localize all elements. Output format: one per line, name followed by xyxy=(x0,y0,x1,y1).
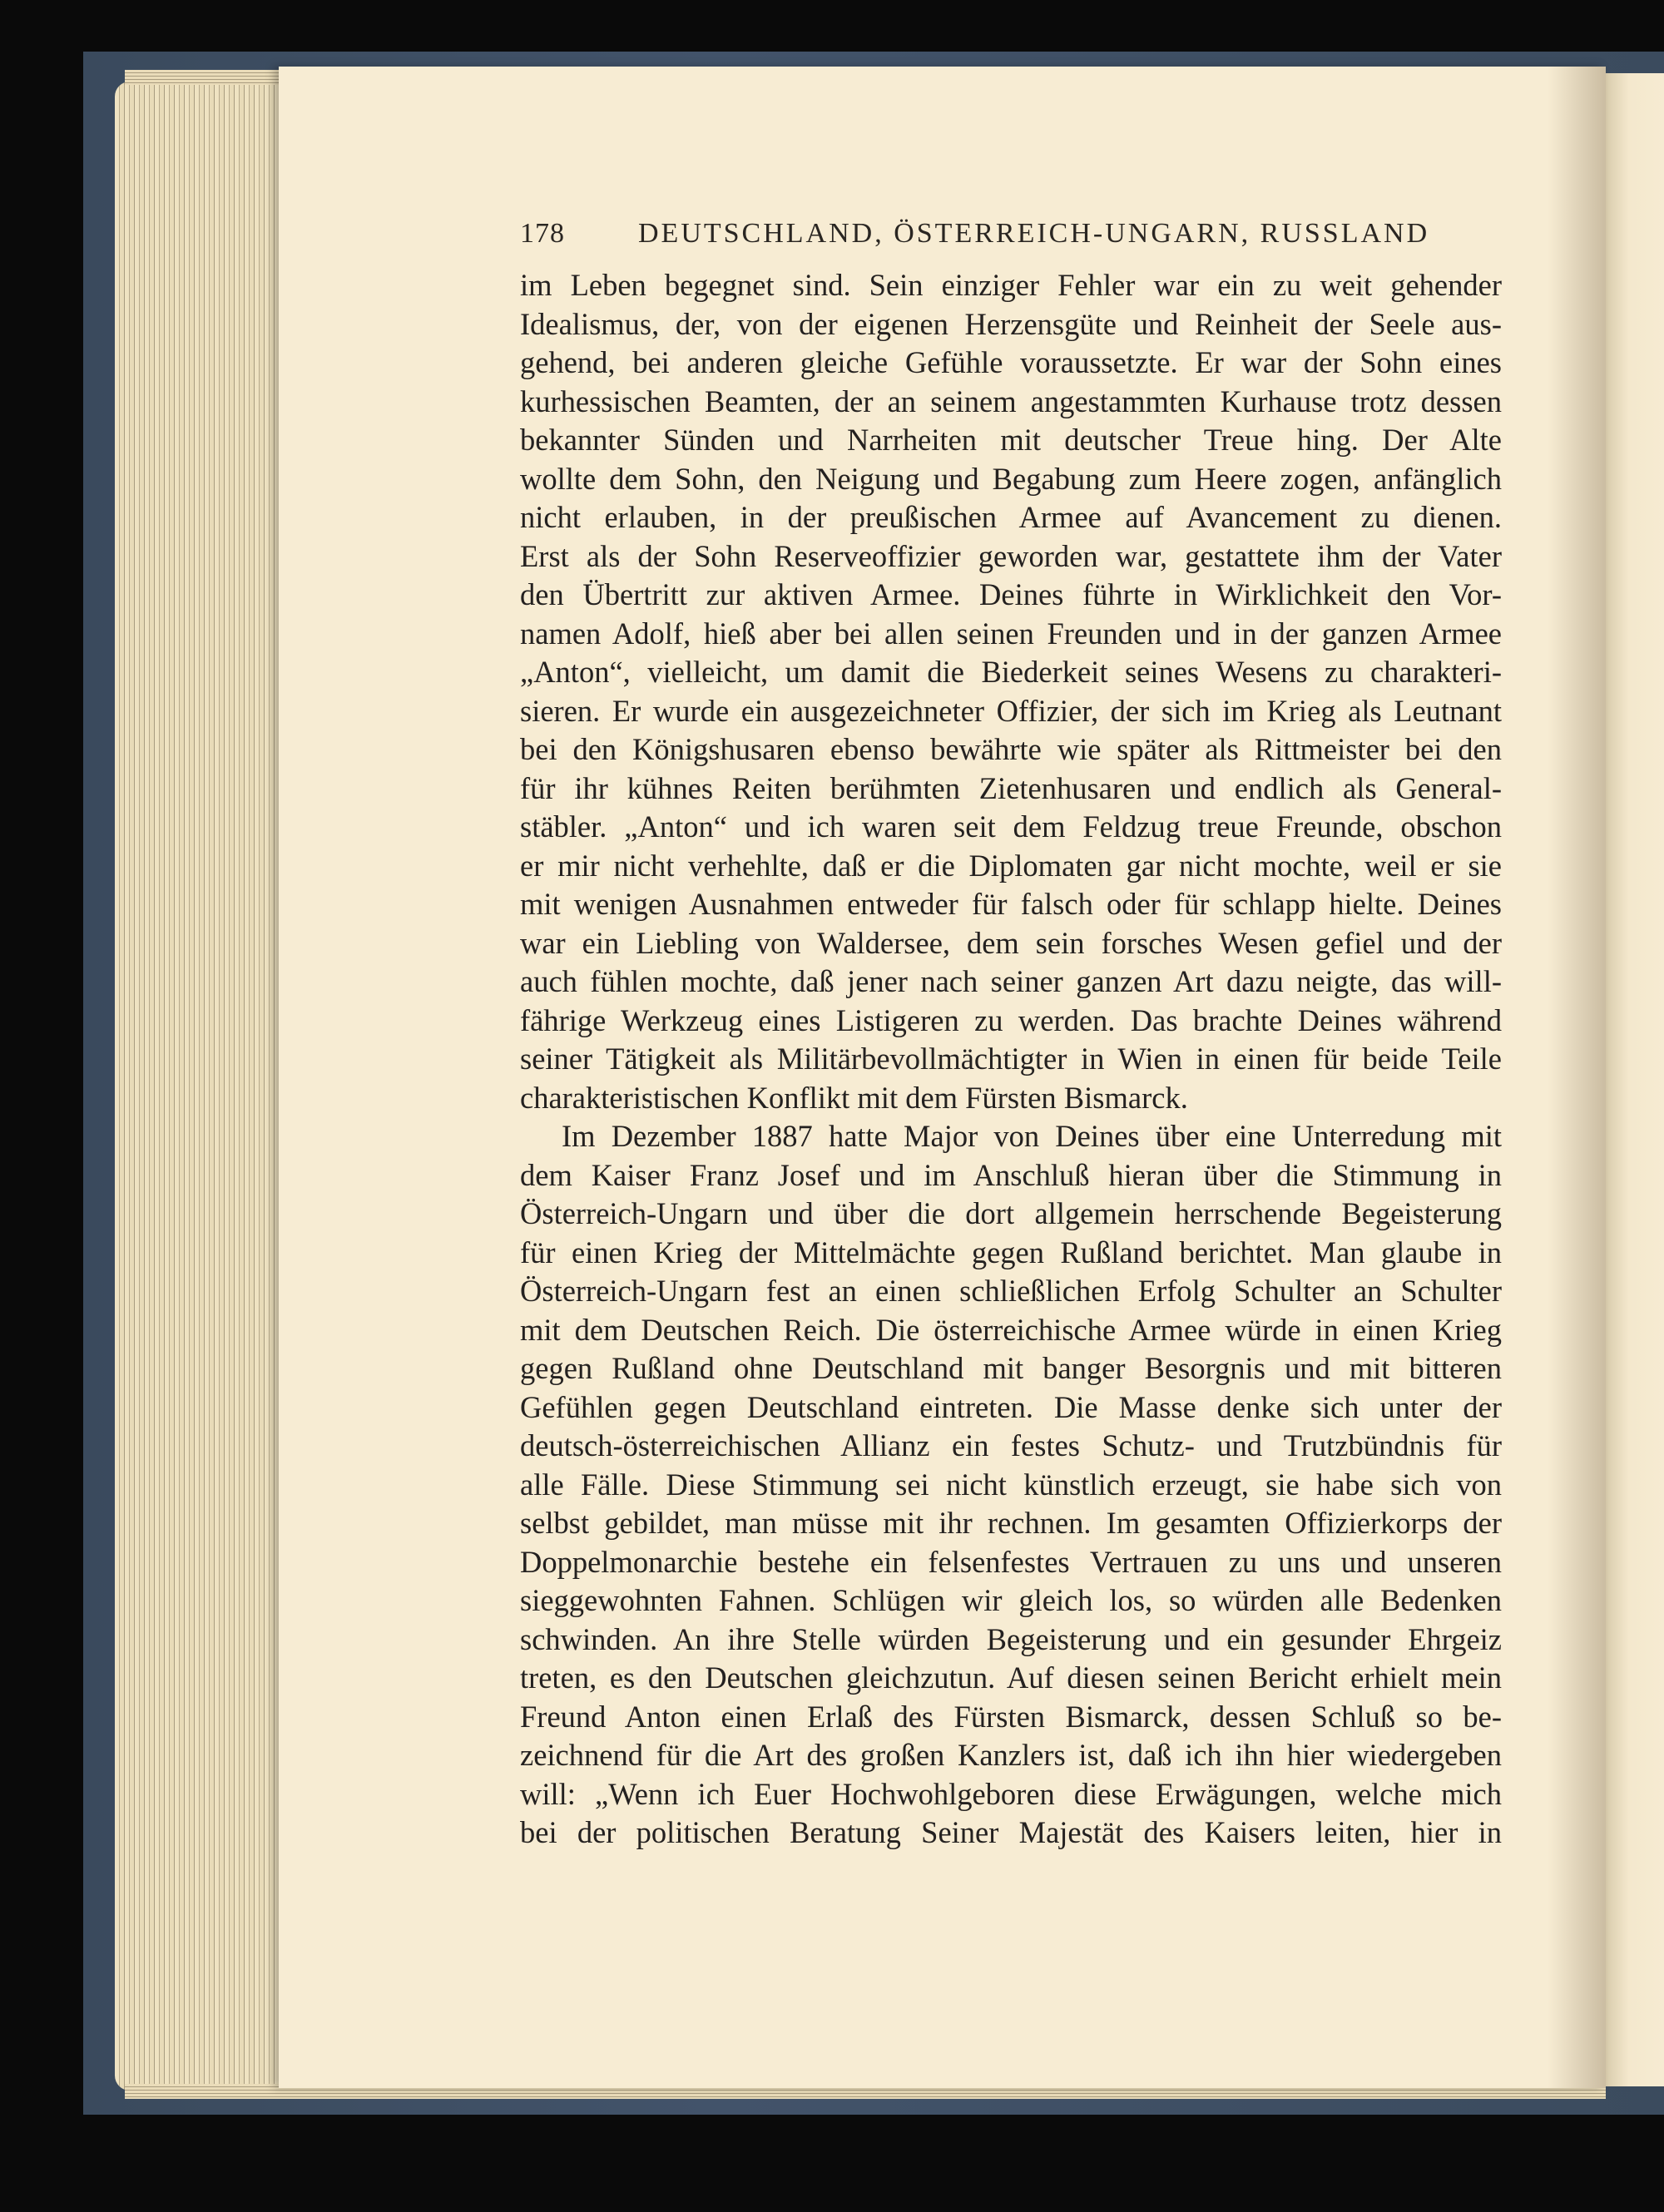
text-line: Idealismus, der, von der eigenen Herzensgüte und Reinheit der Seele aus- xyxy=(520,306,1502,341)
text-line: gegen Rußland ohne Deutschland mit banger Besorgnis und mit bitteren xyxy=(520,1351,1502,1385)
text-line: charakteristischen Konflikt mit dem Fürsten Bismarck. xyxy=(520,1080,1188,1115)
text-line: den Übertritt zur aktiven Armee. Deines führte in Wirklichkeit den Vor- xyxy=(520,577,1502,611)
text-line: dem Kaiser Franz Josef und im Anschluß hieran über die Stimmung in xyxy=(520,1157,1502,1192)
text-line: für ihr kühnes Reiten berühmten Zietenhusaren und endlich als General- xyxy=(520,770,1502,805)
text-line: mit wenigen Ausnahmen entweder für falsch oder für schlapp hielte. Deines xyxy=(520,887,1502,921)
text-line: Erst als der Sohn Reserveoffizier geworden war, gestattete ihm der Vater xyxy=(520,538,1502,573)
text-line: im Leben begegnet sind. Sein einziger Fehler war ein zu weit gehender xyxy=(520,268,1502,302)
text-line: will: „Wenn ich Euer Hochwohlgeboren diese Erwägungen, welche mich xyxy=(520,1776,1502,1811)
running-head: DEUTSCHLAND, ÖSTERREICH-UNGARN, RUSSLAND xyxy=(638,218,1430,249)
text-line: zeichnend für die Art des großen Kanzlers ist, daß ich ihn hier wiedergeben xyxy=(520,1738,1502,1772)
text-line: namen Adolf, hieß aber bei allen seinen Freunden und in der ganzen Armee xyxy=(520,616,1502,651)
body-text xyxy=(520,266,1502,1853)
text-line: bei den Königshusaren ebenso bewährte wie später als Rittmeister bei den xyxy=(520,732,1502,766)
text-line: Doppelmonarchie bestehe ein felsenfestes Vertrauen zu uns und unseren xyxy=(520,1544,1502,1579)
text-line: gehend, bei anderen gleiche Gefühle voraussetzte. Er war der Sohn eines xyxy=(520,345,1502,379)
text-line: bekannter Sünden und Narrheiten mit deutscher Treue hing. Der Alte xyxy=(520,423,1502,457)
text-line: treten, es den Deutschen gleichzutun. Auf diesen seinen Bericht erhielt mein xyxy=(520,1660,1502,1695)
text-line: Im Dezember 1887 hatte Major von Deines über eine Unterredung mit xyxy=(562,1119,1502,1153)
text-line: wollte dem Sohn, den Neigung und Begabung zum Heere zogen, anfänglich xyxy=(520,461,1502,496)
text-line: fährige Werkzeug eines Listigeren zu werden. Das brachte Deines während xyxy=(520,1002,1502,1037)
text-line: alle Fälle. Diese Stimmung sei nicht künstlich erzeugt, sie habe sich von xyxy=(520,1467,1502,1502)
text-line: „Anton“, vielleicht, um damit die Biederkeit seines Wesens zu charakteri- xyxy=(520,655,1502,689)
text-line: sieren. Er wurde ein ausgezeichneter Offizier, der sich im Krieg als Leutnant xyxy=(520,693,1502,728)
text-line: bei der politischen Beratung Seiner Majestät des Kaisers leiten, hier in xyxy=(520,1815,1502,1849)
text-line: Österreich-Ungarn fest an einen schließlichen Erfolg Schulter an Schulter xyxy=(520,1274,1502,1308)
text-line: deutsch-österreichischen Allianz ein festes Schutz- und Trutzbündnis für xyxy=(520,1428,1502,1462)
page-number: 178 xyxy=(520,218,565,249)
text-line: stäbler. „Anton“ und ich waren seit dem Feldzug treue Freunde, obschon xyxy=(520,809,1502,844)
text-line: mit dem Deutschen Reich. Die österreichische Armee würde in einen Krieg xyxy=(520,1312,1502,1347)
facing-page xyxy=(1606,73,1664,2086)
text-line: er mir nicht verhehlte, daß er die Diplomaten gar nicht mochte, weil er sie xyxy=(520,848,1502,883)
text-line: Österreich-Ungarn und über die dort allgemein herrschende Begeisterung xyxy=(520,1196,1502,1230)
page-edges-left xyxy=(115,82,290,2091)
text-line: Freund Anton einen Erlaß des Fürsten Bismarck, dessen Schluß so be- xyxy=(520,1699,1502,1734)
text-line: auch fühlen mochte, daß jener nach seiner ganzen Art dazu neigte, das will- xyxy=(520,964,1502,998)
text-line: schwinden. An ihre Stelle würden Begeisterung und ein gesunder Ehrgeiz xyxy=(520,1621,1502,1656)
text-line: seiner Tätigkeit als Militärbevollmächtigter in Wien in einen für beide Teile xyxy=(520,1042,1502,1076)
text-line: war ein Liebling von Waldersee, dem sein forsches Wesen gefiel und der xyxy=(520,925,1502,960)
page-header xyxy=(520,218,1502,260)
text-line: für einen Krieg der Mittelmächte gegen Rußland berichtet. Man glaube in xyxy=(520,1235,1502,1269)
page-gutter xyxy=(1548,67,1606,2088)
text-line: selbst gebildet, man müsse mit ihr rechnen. Im gesamten Offizierkorps der xyxy=(520,1506,1502,1540)
text-line: Gefühlen gegen Deutschland eintreten. Die Masse denke sich unter der xyxy=(520,1389,1502,1424)
text-line: sieggewohnten Fahnen. Schlügen wir gleich los, so würden alle Bedenken xyxy=(520,1583,1502,1617)
text-line: nicht erlauben, in der preußischen Armee auf Avancement zu dienen. xyxy=(520,500,1502,534)
text-line: kurhessischen Beamten, der an seinem angestammten Kurhause trotz dessen xyxy=(520,384,1502,418)
